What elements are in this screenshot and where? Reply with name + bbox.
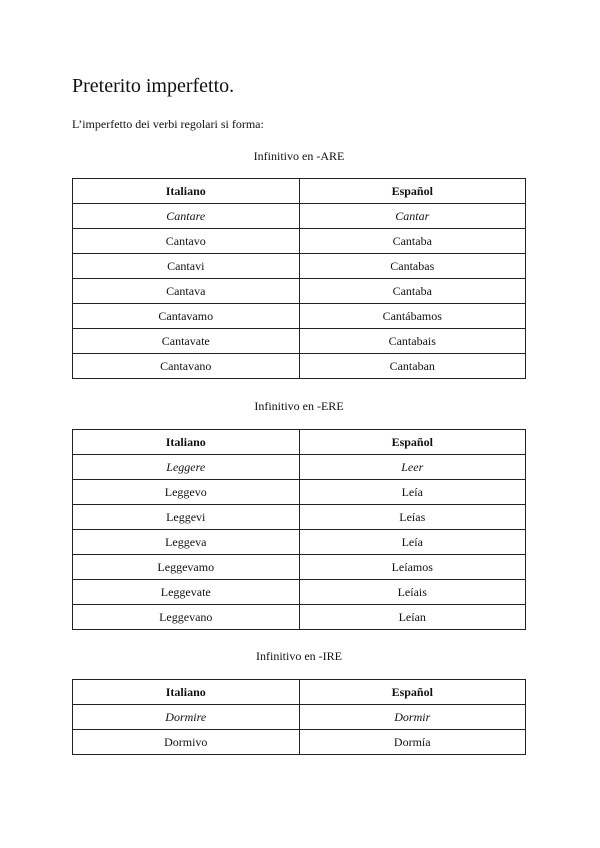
- section-caption-ere: Infinitivo en -ERE: [254, 399, 344, 413]
- column-header-italiano: Italiano: [73, 680, 300, 705]
- spanish-cell: Dormía: [299, 730, 526, 755]
- table-row: [73, 480, 526, 505]
- column-header-italiano: Italiano: [73, 430, 300, 455]
- italian-cell: Leggere: [73, 455, 300, 480]
- table-row: [73, 279, 526, 304]
- italian-cell: Cantavamo: [73, 304, 300, 329]
- column-header-italiano: Italiano: [73, 179, 300, 204]
- infinitive-row: [73, 204, 526, 229]
- section-caption-ire: Infinitivo en -IRE: [256, 649, 342, 663]
- table-row: [73, 505, 526, 530]
- infinitive-row: [73, 705, 526, 730]
- italian-cell: Leggeva: [73, 530, 300, 555]
- table-row: [73, 354, 526, 379]
- table-row: [73, 254, 526, 279]
- spanish-cell: Leías: [299, 505, 526, 530]
- spanish-cell: Leíamos: [299, 555, 526, 580]
- infinitive-row: [73, 455, 526, 480]
- table-row: [73, 229, 526, 254]
- italian-cell: Cantavo: [73, 229, 300, 254]
- spanish-cell: Cantabas: [299, 254, 526, 279]
- table-row: [73, 730, 526, 755]
- spanish-cell: Cantabais: [299, 329, 526, 354]
- spanish-cell: Leíais: [299, 580, 526, 605]
- spanish-cell: Cantaban: [299, 354, 526, 379]
- spanish-cell: Cantábamos: [299, 304, 526, 329]
- italian-cell: Leggevamo: [73, 555, 300, 580]
- spanish-cell: Cantaba: [299, 279, 526, 304]
- italian-cell: Cantavano: [73, 354, 300, 379]
- spanish-cell: Leía: [299, 530, 526, 555]
- italian-cell: Cantava: [73, 279, 300, 304]
- italian-cell: Leggevano: [73, 605, 300, 630]
- spanish-cell: Leer: [299, 455, 526, 480]
- italian-cell: Dormire: [73, 705, 300, 730]
- table-row: [73, 555, 526, 580]
- conjugation-table-ere: [72, 429, 526, 630]
- conjugation-table-ire: [72, 679, 526, 755]
- table-header-row: [73, 430, 526, 455]
- spanish-cell: Leían: [299, 605, 526, 630]
- column-header-espanol: Español: [299, 430, 526, 455]
- italian-cell: Cantavi: [73, 254, 300, 279]
- italian-cell: Dormivo: [73, 730, 300, 755]
- italian-cell: Cantavate: [73, 329, 300, 354]
- table-row: [73, 580, 526, 605]
- intro-text: L’imperfetto dei verbi regolari si forma:: [72, 117, 264, 131]
- spanish-cell: Cantaba: [299, 229, 526, 254]
- italian-cell: Leggevo: [73, 480, 300, 505]
- spanish-cell: Cantar: [299, 204, 526, 229]
- table-row: [73, 530, 526, 555]
- table-row: [73, 605, 526, 630]
- italian-cell: Leggevate: [73, 580, 300, 605]
- table-header-row: [73, 680, 526, 705]
- column-header-espanol: Español: [299, 680, 526, 705]
- column-header-espanol: Español: [299, 179, 526, 204]
- table-row: [73, 329, 526, 354]
- section-caption-are: Infinitivo en -ARE: [253, 149, 345, 163]
- spanish-cell: Dormir: [299, 705, 526, 730]
- page-title: Preterito imperfetto.: [72, 75, 235, 97]
- italian-cell: Cantare: [73, 204, 300, 229]
- italian-cell: Leggevi: [73, 505, 300, 530]
- conjugation-table-are: [72, 178, 526, 379]
- spanish-cell: Leía: [299, 480, 526, 505]
- table-header-row: [73, 179, 526, 204]
- table-row: [73, 304, 526, 329]
